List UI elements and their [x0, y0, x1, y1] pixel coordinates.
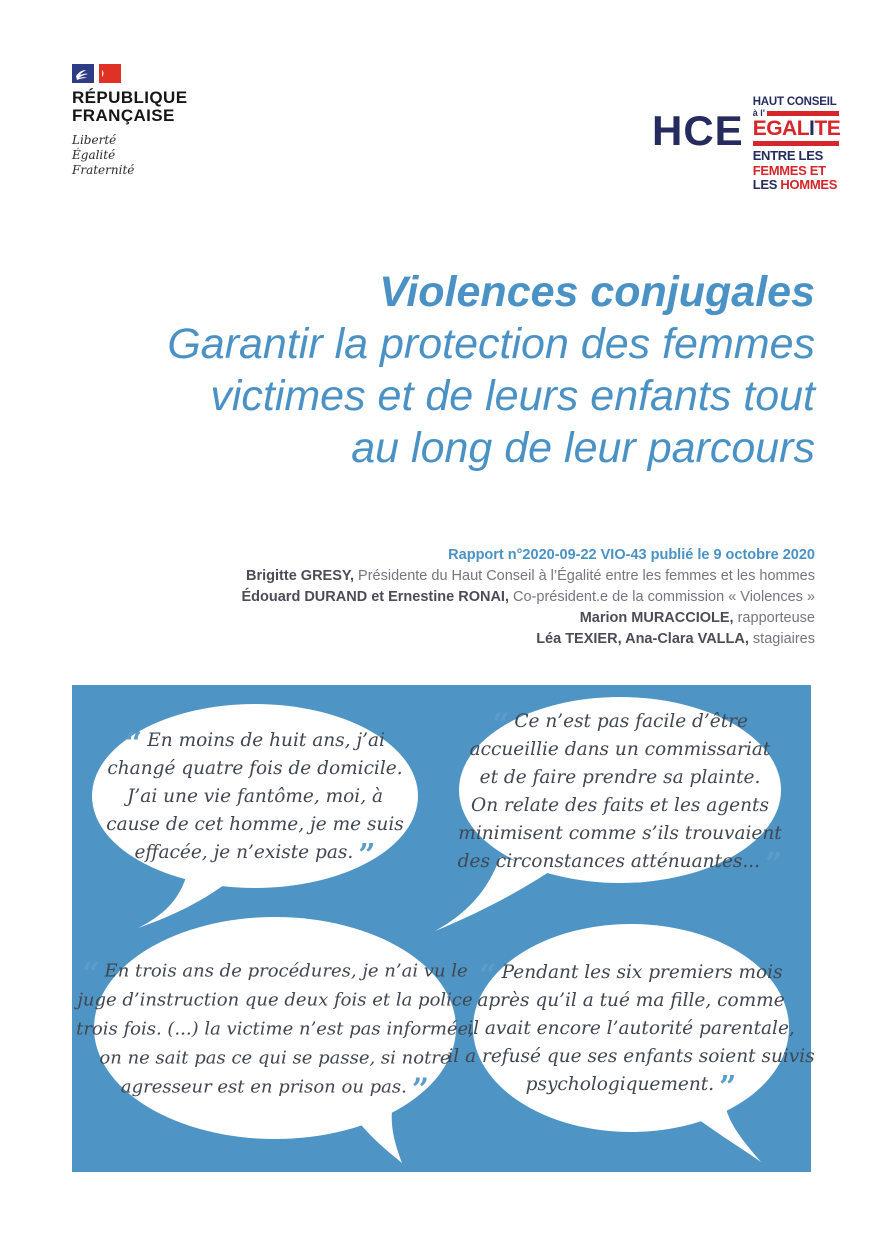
credit-name: Brigitte GRESY,	[246, 568, 354, 584]
motto-egalite: Égalité	[72, 148, 116, 162]
quote-text: Ce n’est pas facile d’être	[514, 711, 748, 732]
quote-1-line	[106, 726, 404, 761]
close-quote-icon: ”	[765, 847, 783, 882]
quote-2-line: minimisent comme s’ils trouvaient	[458, 823, 782, 844]
quote-1-line: J’ai une vie fantôme, moi, à	[127, 786, 383, 807]
credit-role: Présidente du Haut Conseil à l’Égalité entre les femmes et les hommes	[354, 568, 815, 584]
quote-text: psychologiquement.	[525, 1074, 715, 1095]
republique-line: RÉPUBLIQUE	[72, 88, 188, 107]
hce-egalite	[753, 118, 839, 139]
hce-egalite-part3: TE	[814, 117, 841, 140]
quote-4-line	[447, 1070, 814, 1105]
credit-role: rapporteuse	[733, 610, 815, 626]
quote-4	[447, 958, 815, 1105]
quote-3-line: on ne sait pas ce qui se passe, si notre	[99, 1047, 451, 1069]
quote-1-line: changé quatre fois de domicile.	[107, 758, 403, 779]
flag-red-band	[99, 64, 121, 83]
quote-4-line	[447, 958, 814, 993]
french-flag-icon	[72, 64, 121, 83]
open-quote-icon: “	[125, 726, 143, 761]
close-quote-icon: ”	[411, 1072, 430, 1108]
quote-4-line: après qu’il a tué ma fille, comme	[477, 990, 785, 1011]
hce-a-l: à l'	[752, 108, 765, 118]
quote-2-line: et de faire prendre sa plainte.	[479, 767, 761, 788]
quote-2-line	[458, 707, 783, 742]
hce-hommes: HOMMES	[780, 177, 838, 192]
quote-text: Pendant les six premiers mois	[501, 962, 783, 983]
hce-accent-bar-bottom	[753, 141, 839, 146]
marianne-profile-icon	[72, 64, 94, 83]
credit-name: Léa TEXIER, Ana-Clara VALLA,	[536, 631, 749, 647]
quote-2-line	[457, 847, 783, 882]
hce-les: LES	[752, 177, 781, 192]
credit-line	[242, 566, 816, 587]
quote-text: agresseur est en prison ou pas.	[120, 1076, 407, 1098]
credit-name: Marion MURACCIOLE,	[579, 610, 734, 626]
hce-wordmark	[753, 96, 839, 193]
quote-1	[106, 726, 404, 873]
quote-text: des circonstances atténuantes...	[457, 851, 761, 872]
credit-line	[242, 608, 816, 629]
hce-femmes-et: FEMMES ET	[752, 162, 826, 178]
flag-red-detail	[99, 64, 121, 83]
hce-accent-bar-top	[767, 111, 839, 116]
quote-text: En trois ans de procédures, je n’ai vu le	[104, 960, 468, 982]
hce-logo	[652, 96, 839, 193]
hce-egalite-part1: EGAL	[752, 117, 810, 140]
quote-4-line: il a refusé que ses enfants soient suivis	[447, 1046, 815, 1067]
title-line-1: Violences conjugales	[379, 268, 815, 316]
quote-3	[76, 956, 474, 1108]
quote-3-line	[76, 956, 474, 992]
quote-4-line: il avait encore l’autorité parentale,	[467, 1018, 795, 1039]
open-quote-icon: “	[479, 958, 497, 993]
quote-1-line	[106, 838, 404, 873]
republique-wordmark	[72, 89, 272, 125]
flag-blue-band	[72, 64, 94, 83]
open-quote-icon: “	[82, 956, 100, 992]
quote-2-line: accueillie dans un commissariat	[469, 739, 771, 760]
motto-fraternite: Fraternité	[72, 163, 135, 177]
hce-haut-conseil: HAUT CONSEIL	[752, 96, 837, 108]
hce-entre-les: ENTRE LES	[752, 148, 823, 163]
close-quote-icon: ”	[719, 1070, 737, 1105]
motto-liberte: Liberté	[72, 133, 117, 147]
motto	[72, 133, 272, 178]
close-quote-icon: ”	[358, 838, 376, 873]
republique-francaise-logo	[72, 64, 272, 178]
report-reference: Rapport n°2020-09-22 VIO-43 publié le 9 octobre 2020	[448, 547, 815, 563]
title-line-3: victimes et de leurs enfants tout	[210, 372, 815, 420]
credit-line	[242, 629, 816, 650]
quote-3-line: juge d’instruction que deux fois et la police	[77, 989, 473, 1011]
quote-3-line	[76, 1072, 474, 1108]
quote-2-line: On relate des faits et les agents	[471, 795, 769, 816]
quote-text: effacée, je n’existe pas.	[134, 842, 354, 863]
credit-role: stagiaires	[748, 631, 815, 647]
credit-name: Édouard DURAND et Ernestine RONAI,	[241, 589, 509, 605]
quote-1-line: cause de cet homme, je me suis	[106, 814, 404, 835]
title-line-4: au long de leur parcours	[351, 424, 815, 472]
quote-3-line: trois fois. (...) la victime n’est pas informée,	[76, 1018, 474, 1040]
hce-egalite-part2: I	[809, 117, 815, 140]
quote-text: En moins de huit ans, j’ai	[147, 730, 385, 751]
credit-line	[242, 587, 816, 608]
report-metadata	[242, 545, 816, 650]
credit-role: Co-président.e de la commission « Violences »	[508, 589, 815, 605]
hce-les-hommes	[753, 178, 839, 193]
report-title	[167, 266, 815, 474]
francaise-line: FRANÇAISE	[72, 106, 175, 125]
testimonies-panel	[72, 685, 815, 1172]
title-line-2: Garantir la protection des femmes	[167, 320, 815, 368]
hce-abbreviation: HCE	[652, 107, 744, 154]
quote-2	[457, 707, 783, 882]
open-quote-icon: “	[492, 707, 510, 742]
speech-bubble-1-tail	[138, 861, 238, 928]
